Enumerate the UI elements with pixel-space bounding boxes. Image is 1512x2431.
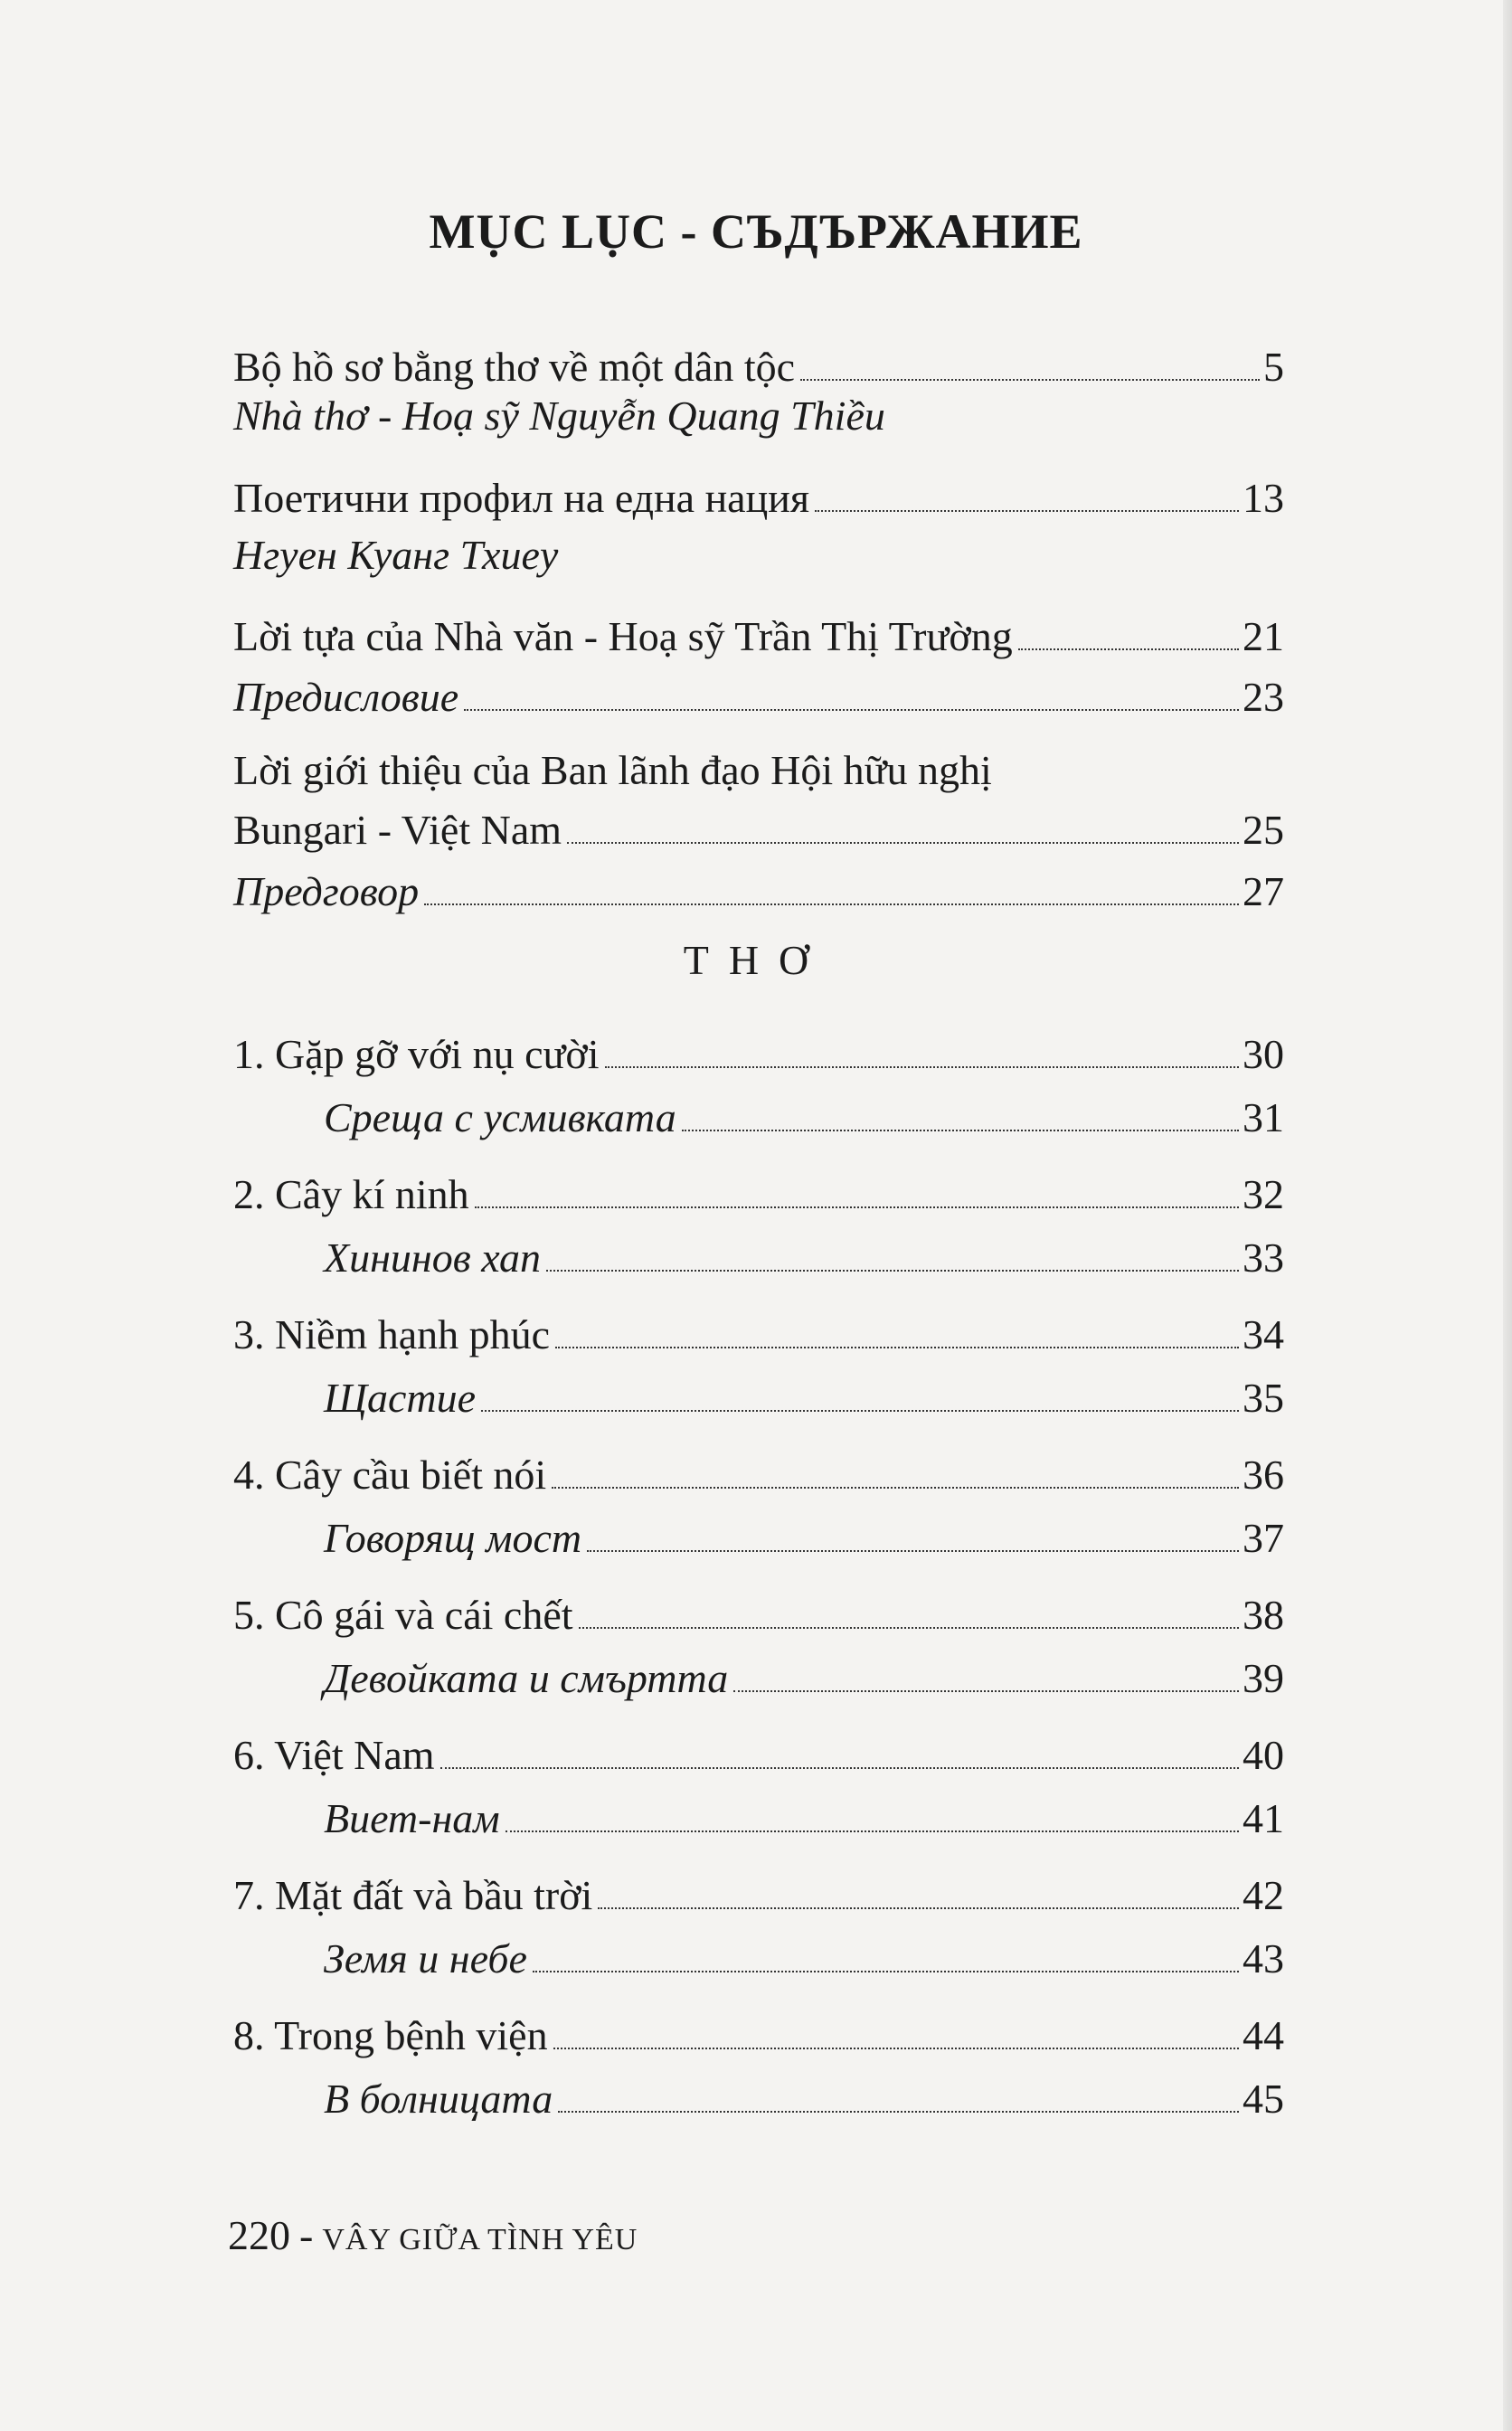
poem-entry-vi[interactable]	[233, 1718, 1284, 1776]
poem-entry-bg[interactable]	[324, 1641, 1284, 1699]
poem-title-vi: 7. Mặt đất và bầu trời	[233, 1872, 593, 1918]
poem-entry-vi[interactable]	[233, 1298, 1284, 1356]
toc-entry[interactable]	[233, 660, 1284, 718]
poem-title-bg: Среща с усмивката	[324, 1094, 676, 1140]
toc-entry-label: Предисловие	[233, 674, 459, 720]
dot-leader	[424, 903, 1239, 905]
dot-leader	[605, 1066, 1239, 1068]
dot-leader	[475, 1206, 1239, 1208]
poem-title-vi: 8. Trong bệnh viện	[233, 2012, 548, 2058]
poem-page-bg: 41	[1243, 1795, 1284, 1841]
dot-leader	[558, 2111, 1239, 2113]
poem-title-bg: Девойката и смъртта	[324, 1655, 729, 1701]
dot-leader	[552, 1487, 1239, 1489]
toc-entry-label: Bungari - Việt Nam	[233, 807, 562, 853]
toc-entry-label-line1: Lời giới thiệu của Ban lãnh đạo Hội hữu nghị	[233, 747, 992, 793]
poem-entry-vi[interactable]	[233, 1578, 1284, 1636]
dot-leader	[567, 842, 1239, 844]
dot-leader	[598, 1907, 1239, 1909]
poem-entry-bg[interactable]	[324, 1782, 1284, 1840]
dot-leader	[464, 709, 1239, 711]
poem-title-vi: 4. Cây cầu biết nói	[233, 1452, 547, 1498]
dot-leader	[800, 379, 1260, 381]
dot-leader	[533, 1971, 1239, 1972]
poem-page-bg: 43	[1243, 1935, 1284, 1982]
toc-entry-page: 5	[1263, 344, 1284, 390]
poem-entry-bg[interactable]	[324, 1221, 1284, 1279]
toc-entry-label: Bộ hồ sơ bằng thơ về một dân tộc	[233, 344, 796, 390]
poem-entry-bg[interactable]	[324, 1361, 1284, 1419]
toc-entry[interactable]	[233, 461, 1284, 519]
poem-title-bg: Говорящ мост	[324, 1515, 582, 1561]
poem-page-vi: 30	[1243, 1031, 1284, 1077]
dot-leader	[733, 1690, 1239, 1692]
dot-leader	[440, 1767, 1239, 1769]
toc-entry-author: Nhà thơ - Hoạ sỹ Nguyễn Quang Thiều	[233, 393, 885, 439]
dot-leader	[579, 1627, 1239, 1629]
page-edge-shadow	[1503, 0, 1512, 2431]
dot-leader	[506, 1830, 1239, 1832]
poem-page-bg: 31	[1243, 1094, 1284, 1140]
poem-title-bg: В болницата	[324, 2076, 553, 2122]
poem-entry-vi[interactable]	[233, 1158, 1284, 1216]
dot-leader	[682, 1130, 1239, 1131]
page-title: MỤC LỤC - СЪДЪРЖАНИЕ	[429, 204, 1083, 259]
poem-page-bg: 39	[1243, 1655, 1284, 1701]
toc-entry[interactable]	[233, 330, 1284, 388]
poem-title-bg: Виет-нам	[324, 1795, 500, 1841]
poem-page-vi: 44	[1243, 2012, 1284, 2058]
poem-page-vi: 40	[1243, 1732, 1284, 1778]
poem-title-bg: Земя и небе	[324, 1935, 527, 1982]
poem-entry-vi[interactable]	[233, 1017, 1284, 1075]
toc-entry-label: Поетични профил на една нация	[233, 475, 809, 521]
poem-entry-vi[interactable]	[233, 1859, 1284, 1916]
dot-leader	[553, 2048, 1239, 2049]
poem-entry-vi[interactable]	[233, 1999, 1284, 2057]
footer-separator: -	[299, 2212, 314, 2258]
poem-title-vi: 3. Niềm hạnh phúc	[233, 1311, 551, 1357]
poem-page-bg: 37	[1243, 1515, 1284, 1561]
toc-entry-page: 27	[1243, 868, 1284, 914]
dot-leader	[1018, 648, 1239, 650]
poem-page-vi: 34	[1243, 1311, 1284, 1357]
poem-page-vi: 36	[1243, 1452, 1284, 1498]
toc-entry-page: 23	[1243, 674, 1284, 720]
poem-page-vi: 42	[1243, 1872, 1284, 1918]
dot-leader	[546, 1270, 1239, 1272]
poem-title-vi: 5. Cô gái và cái chết	[233, 1592, 573, 1638]
toc-entry-page: 21	[1243, 613, 1284, 659]
dot-leader	[481, 1410, 1239, 1412]
toc-entry[interactable]	[233, 600, 1284, 657]
poem-title-vi: 6. Việt Nam	[233, 1732, 435, 1778]
poem-page-bg: 35	[1243, 1375, 1284, 1421]
poem-page-bg: 45	[1243, 2076, 1284, 2122]
toc-entry[interactable]	[233, 855, 1284, 913]
toc-entry-label: Lời tựa của Nhà văn - Hoạ sỹ Trần Thị Trường	[233, 613, 1013, 659]
poem-entry-bg[interactable]	[324, 1081, 1284, 1139]
poem-title-vi: 2. Cây kí ninh	[233, 1171, 469, 1217]
poem-page-vi: 32	[1243, 1171, 1284, 1217]
poem-entry-vi[interactable]	[233, 1438, 1284, 1496]
dot-leader	[815, 510, 1239, 512]
page-footer	[228, 2211, 638, 2259]
footer-page-number: 220	[228, 2212, 290, 2258]
poem-title-bg: Щастие	[324, 1375, 477, 1421]
toc-entry-label: Предговор	[233, 868, 420, 914]
poem-title-bg: Хининов хап	[324, 1234, 542, 1281]
toc-entry-page: 13	[1243, 475, 1284, 521]
poem-title-vi: 1. Gặp gỡ với nụ cười	[233, 1031, 600, 1077]
poem-entry-bg[interactable]	[324, 1501, 1284, 1559]
toc-entry[interactable]	[233, 793, 1284, 851]
poem-entry-bg[interactable]	[324, 2062, 1284, 2120]
section-heading: THƠ	[683, 937, 829, 983]
toc-entry-author: Нгуен Куанг Тхиеу	[233, 532, 559, 578]
poem-page-bg: 33	[1243, 1234, 1284, 1281]
footer-book-title: VÂY GIỮA TÌNH YÊU	[322, 2223, 638, 2256]
dot-leader	[587, 1550, 1239, 1552]
poem-page-vi: 38	[1243, 1592, 1284, 1638]
poem-entry-bg[interactable]	[324, 1922, 1284, 1980]
dot-leader	[555, 1347, 1239, 1348]
toc-entry-page: 25	[1243, 807, 1284, 853]
